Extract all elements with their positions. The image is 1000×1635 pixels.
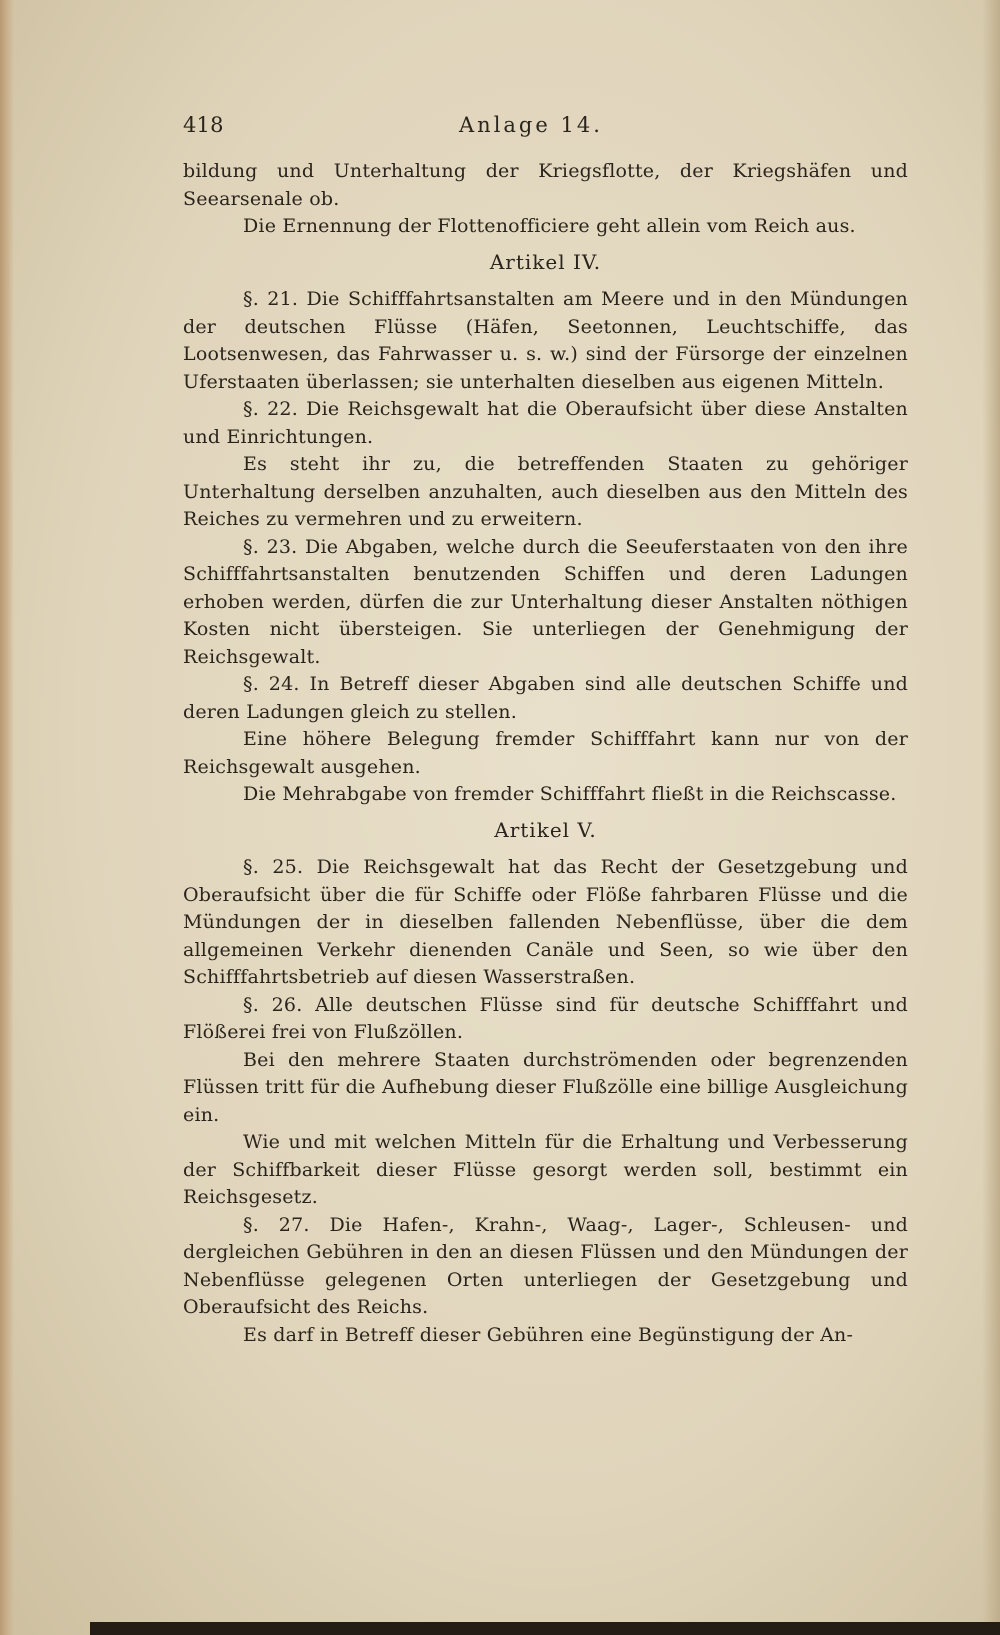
running-title: Anlage 14. — [459, 113, 603, 137]
page-binding-edge — [0, 0, 14, 1635]
article-heading: Artikel IV. — [489, 249, 602, 274]
section-26: §. 26. Alle deutschen Flüsse sind für deutsche Schifffahrt und Flößerei frei von Flußzöllen. — [183, 993, 908, 1043]
paragraph: Eine höhere Belegung fremder Schifffahrt kann nur von der Reichsgewalt ausgehen. — [183, 728, 908, 778]
section-23: §. 23. Die Abgaben, welche durch die Seeuferstaaten von den ihre Schifffahrtsanstalten benutzenden Schiffen und deren Ladungen erhoben werden, dürfen die zur Unterhaltung dieser Anstalten nöthigen Kosten nicht übersteigen. Sie unterliegen der Genehmigung der Reichsgewalt. — [183, 535, 908, 668]
paragraph: Es darf in Betreff dieser Gebühren eine Begünstigung der An- — [243, 1323, 854, 1346]
page-header — [183, 112, 908, 158]
article-heading: Artikel V. — [494, 817, 597, 842]
page-number: 418 — [183, 113, 224, 137]
paragraph: Bei den mehrere Staaten durchströmenden oder begrenzenden Flüssen tritt für die Aufhebung dieser Flußzölle eine billige Ausgleichung ein. — [183, 1048, 908, 1126]
paragraph: Die Ernennung der Flottenofficiere geht allein vom Reich aus. — [243, 215, 856, 237]
paragraph: Es steht ihr zu, die betreffenden Staaten zu gehöriger Unterhaltung derselben anzuhalten, auch dieselben aus den Mitteln des Reiches zu vermehren und zu erweitern. — [183, 453, 908, 530]
page-text-block — [183, 112, 908, 1349]
page-right-edge — [982, 0, 1000, 1635]
paragraph: Wie und mit welchen Mitteln für die Erhaltung und Verbesserung der Schiffbarkeit dieser Flüsse gesorgt werden soll, bestimmt ein Reichsgesetz. — [183, 1131, 908, 1208]
paragraph: Die Mehrabgabe von fremder Schifffahrt fließt in die Reichscasse. — [243, 783, 897, 805]
section-27: §. 27. Die Hafen-, Krahn-, Waag-, Lager-, Schleusen- und dergleichen Gebühren in den an diesen Flüssen und den Mündungen der Nebenflüsse gelegenen Orten unterliegen der Gesetzgebung und Oberaufsicht des Reichs. — [183, 1213, 908, 1318]
scan-bottom-edge — [90, 1622, 1000, 1635]
section-22: §. 22. Die Reichsgewalt hat die Oberaufsicht über diese Anstalten und Einrichtungen. — [183, 398, 908, 448]
section-24: §. 24. In Betreff dieser Abgaben sind alle deutschen Schiffe und deren Ladungen gleich zu stellen. — [183, 673, 908, 723]
section-25: §. 25. Die Reichsgewalt hat das Recht der Gesetzgebung und Oberaufsicht über die für Schiffe oder Flöße fahrbaren Flüsse und die Mündungen der in dieselben fallenden Nebenflüsse, über die dem allgemeinen Verkehr dienenden Canäle und Seen, so wie über den Schifffahrtsbetrieb auf diesen Wasserstraßen. — [183, 856, 908, 988]
paragraph-continued: bildung und Unterhaltung der Kriegsflotte, der Kriegshäfen und Seearsenale ob. — [183, 160, 908, 210]
section-21: §. 21. Die Schifffahrtsanstalten am Meere und in den Mündungen der deutschen Flüsse (Häfen, Seetonnen, Leuchtschiffe, das Lootsenwesen, das Fahrwasser u. s. w.) sind der Fürsorge der einzelnen Uferstaaten überlassen; sie unterhalten dieselben aus eigenen Mitteln. — [183, 288, 908, 393]
